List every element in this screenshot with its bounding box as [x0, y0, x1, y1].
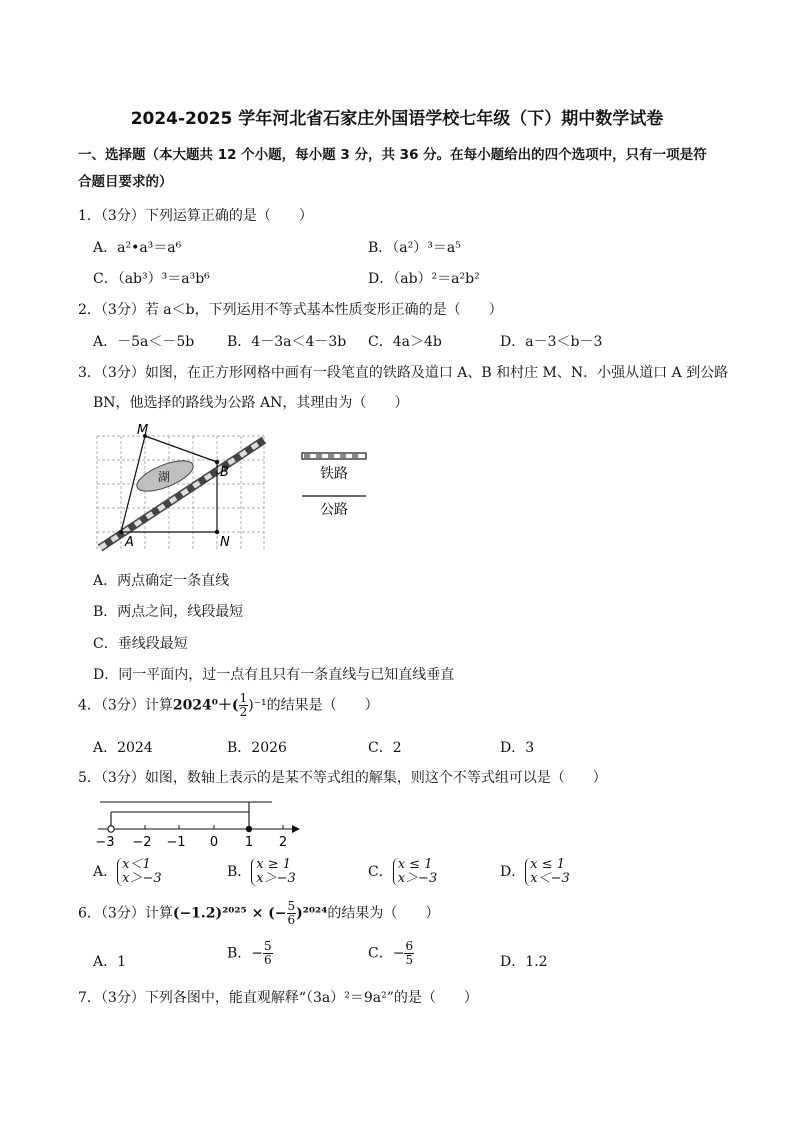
q6-option-c: C．− $\frac{6}{5}$ [368, 939, 414, 967]
exam-title: 2024-2025 学年河北省石家庄外国语学校七年级（下）期中数学试卷 [130, 109, 664, 129]
q4-stem-prefix: 4．（3分）计算 [78, 697, 173, 714]
q4-exponent: )⁻¹ [248, 697, 267, 714]
q4-option-d: D．3 [500, 740, 535, 756]
closed-dot [246, 826, 252, 832]
lake-label: 湖 [158, 470, 171, 484]
q3-stem-line1: 3．（3分）如图，在正方形网格中画有一段笔直的铁路及道口 A、B 和村庄 M、N．小强从道口 A 到公路 [78, 365, 729, 381]
q6-fraction: $\frac{5}{6}$ [287, 899, 296, 927]
q6-option-a: A．1 [93, 954, 127, 970]
tick-label: −3 [95, 835, 115, 850]
point-m-label: M [137, 423, 149, 438]
q4-expr: 2024⁰＋( [172, 697, 239, 714]
tick-label: 1 [244, 835, 254, 850]
q6-stem [78, 900, 439, 927]
q2-stem: 2．（3分）若 a＜b，下列运用不等式基本性质变形正确的是（ ） [78, 302, 503, 318]
q4-stem-suffix: 的结果是（ ） [266, 697, 379, 714]
q6-option-b: B．− $\frac{5}{6}$ [227, 939, 272, 967]
q3-grid-figure [92, 422, 372, 557]
point-n-label: N [220, 535, 230, 550]
q2-option-b: B．4－3a＜4－3b [227, 334, 347, 350]
q2-option-c: C．4a＞4b [368, 334, 442, 350]
q6-option-d: D．1.2 [500, 954, 548, 970]
point-b-label: B [220, 465, 229, 480]
q3-stem-line2: BN，他选择的路线为公路 AN，其理由为（ ） [93, 395, 409, 411]
q6-stem-prefix: 6．（3分）计算 [78, 905, 173, 922]
tick-label: 0 [209, 835, 219, 850]
tick-label: −2 [132, 835, 152, 850]
legend-road-label: 公路 [320, 502, 348, 518]
tick-label: −1 [166, 835, 186, 850]
q1-option-b: B．（a²）³＝a⁵ [368, 240, 461, 256]
q5-number-line [92, 798, 307, 850]
open-dot [108, 826, 114, 832]
q3-option-b: B．两点之间，线段最短 [93, 604, 244, 620]
q1-option-a: A．a²•a³＝a⁶ [93, 240, 182, 256]
tick-label: 2 [278, 835, 288, 850]
point-a-label: A [125, 535, 134, 550]
q6-exponent: )²⁰²⁴ [296, 905, 328, 922]
q5-option-d: D． x ≤ 1 x＜−3 [500, 857, 570, 886]
q2-option-a: A．－5a＜－5b [93, 334, 195, 350]
inequality-system: x ≤ 1 x＜−3 [525, 858, 570, 886]
q2-option-d: D．a－3＜b－3 [500, 334, 603, 350]
q7-stem: 7．（3分）下列各图中，能直观解释“（3a）²＝9a²”的是（ ） [78, 990, 478, 1006]
q5-stem: 5．（3分）如图，数轴上表示的是某不等式组的解集，则这个不等式组可以是（ ） [78, 770, 607, 786]
q3-option-c: C．垂线段最短 [93, 636, 188, 652]
inequality-system: x ≥ 1 x＞−3 [251, 858, 296, 886]
q1-option-c: C．（ab³）³＝a³b⁶ [93, 271, 210, 287]
q4-option-c: C．2 [368, 740, 402, 756]
inequality-system: x＜1 x＞−3 [117, 858, 162, 886]
section-heading: 一、选择题（本大题共 12 个小题，每小题 3 分，共 36 分。在每小题给出的四个选项中，只有一项是符合题目要求的） [78, 147, 707, 190]
q4-option-b: B．2026 [227, 740, 287, 756]
q5-option-b: B． x ≥ 1 x＞−3 [227, 857, 296, 886]
q3-option-a: A．两点确定一条直线 [93, 573, 230, 589]
inequality-system: x ≤ 1 x＞−3 [393, 858, 438, 886]
q5-option-a: A． x＜1 x＞−3 [93, 857, 162, 886]
legend-rail-label: 铁路 [320, 466, 348, 482]
map-legend [302, 453, 366, 518]
q4-fraction: $\frac{1}{2}$ [239, 691, 248, 719]
q6-expr: (−1.2)²⁰²⁵ × (− [172, 905, 287, 922]
q5-option-c: C． x ≤ 1 x＞−3 [368, 857, 438, 886]
q4-option-a: A．2024 [93, 740, 153, 756]
q1-stem: 1．（3分）下列运算正确的是（ ） [78, 208, 313, 224]
q4-stem [78, 692, 379, 719]
q1-option-d: D．（ab）²＝a²b² [368, 271, 480, 287]
q3-option-d: D．同一平面内，过一点有且只有一条直线与已知直线垂直 [93, 667, 455, 683]
q6-stem-suffix: 的结果为（ ） [327, 905, 440, 922]
